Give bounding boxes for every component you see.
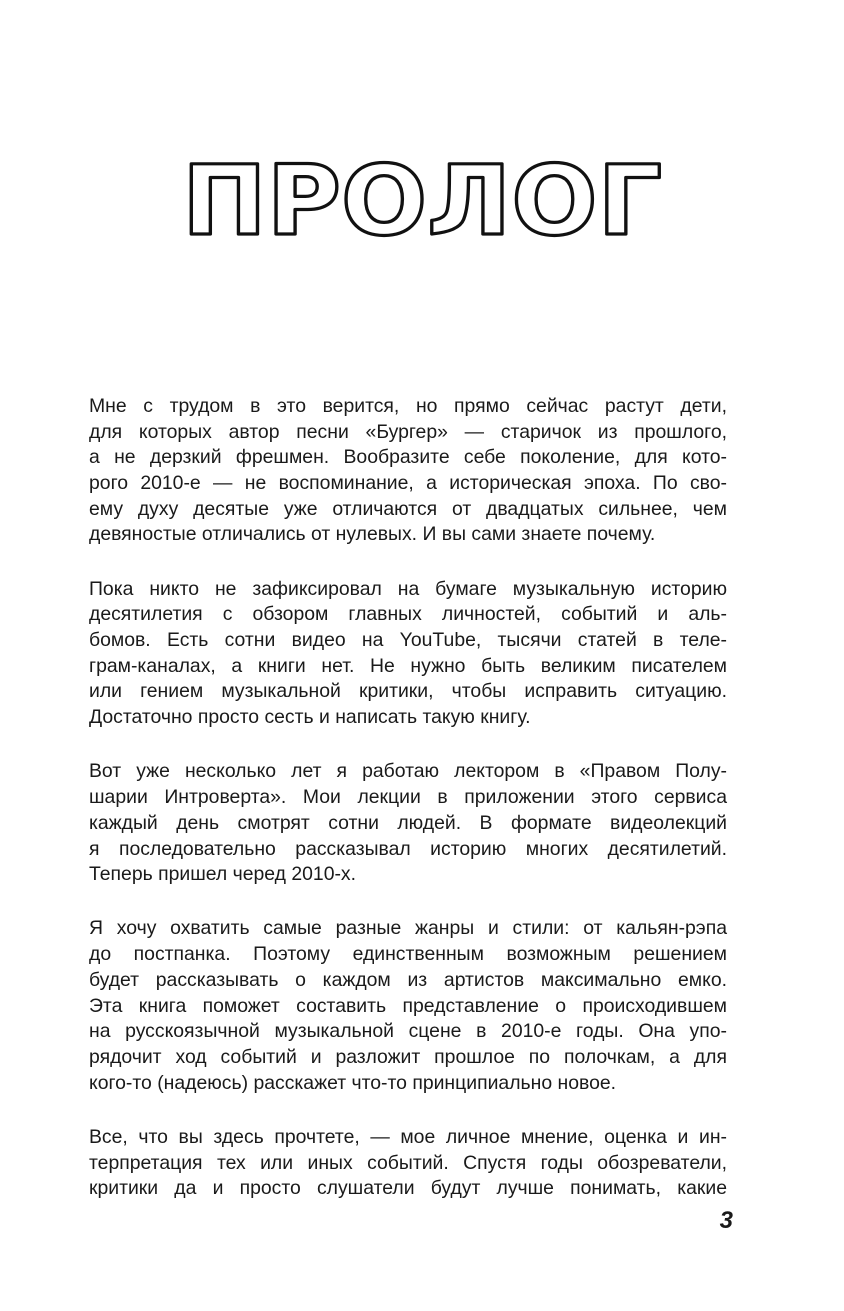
text-line: а не дерзкий фрешмен. Вообразите себе поколение, для кото- — [89, 446, 727, 469]
text-line: десятилетия с обзором главных личностей, событий и аль- — [89, 603, 727, 626]
paragraph — [89, 577, 727, 731]
text-line: Теперь пришел черед 2010-х. — [89, 863, 357, 886]
text-line: или гением музыкальной критики, чтобы исправить ситуацию. — [89, 680, 727, 703]
text-line: девяностые отличались от нулевых. И вы сами знаете почему. — [89, 523, 656, 546]
chapter-title-text: ПРОЛОГ — [182, 148, 662, 248]
text-line: я последовательно рассказывал историю многих десятилетий. — [89, 837, 727, 860]
paragraph-gap — [89, 731, 727, 760]
text-line: ему духу десятые уже отличаются от двадцатых сильнее, чем — [89, 497, 727, 520]
text-line: критики да и просто слушатели будут лучше понимать, какие — [89, 1177, 727, 1200]
text-line: Мне с трудом в это верится, но прямо сейчас растут дети, — [89, 395, 727, 417]
text-line: для которых автор песни «Бургер» — старичок из прошлого, — [89, 420, 727, 443]
text-line: рого 2010-е — не воспоминание, а историческая эпоха. По сво- — [89, 472, 727, 495]
text-line: Вот уже несколько лет я работаю лектором в «Правом Полу- — [89, 760, 727, 783]
paragraph-gap — [89, 548, 727, 577]
text-line: Все, что вы здесь прочтете, — мое личное мнение, оценка и ин- — [89, 1125, 727, 1148]
paragraph — [89, 394, 727, 548]
text-line: до постпанка. Поэтому единственным возможным решением — [89, 943, 727, 966]
text-line: Достаточно просто сесть и написать такую книгу. — [89, 706, 531, 729]
text-line: кого-то (надеюсь) расскажет что-то принципиально новое. — [89, 1071, 617, 1094]
text-line: рядочит ход событий и разложит прошлое по полочкам, а для — [89, 1045, 727, 1068]
text-line: терпретация тех или иных событий. Спустя годы обозреватели, — [89, 1151, 727, 1174]
paragraph — [89, 759, 727, 887]
paragraph — [89, 1125, 727, 1202]
paragraph-gap — [89, 888, 727, 917]
paragraph-gap — [89, 1096, 727, 1125]
paragraph — [89, 916, 727, 1096]
text-line: на русскоязычной музыкальной сцене в 2010-е годы. Она упо- — [89, 1020, 727, 1043]
text-line: будет рассказывать о каждом из артистов максимально емко. — [89, 968, 727, 991]
text-line: Эта книга поможет составить представление о происходившем — [89, 994, 727, 1017]
page-number: 3 — [719, 1207, 733, 1234]
text-line: бомов. Есть сотни видео на YouTube, тысячи статей в теле- — [89, 629, 727, 652]
chapter-title — [100, 148, 744, 248]
text-line: Я хочу охватить самые разные жанры и стили: от кальян-рэпа — [89, 917, 727, 940]
text-line: каждый день смотрят сотни людей. В формате видеолекций — [89, 811, 727, 834]
text-line: Пока никто не зафиксировал на бумаге музыкальную историю — [89, 577, 727, 600]
text-line: шарии Интроверта». Мои лекции в приложении этого сервиса — [89, 786, 727, 809]
body-text — [89, 394, 727, 1202]
text-line: грам-каналах, а книги нет. Не нужно быть великим писателем — [89, 654, 727, 677]
